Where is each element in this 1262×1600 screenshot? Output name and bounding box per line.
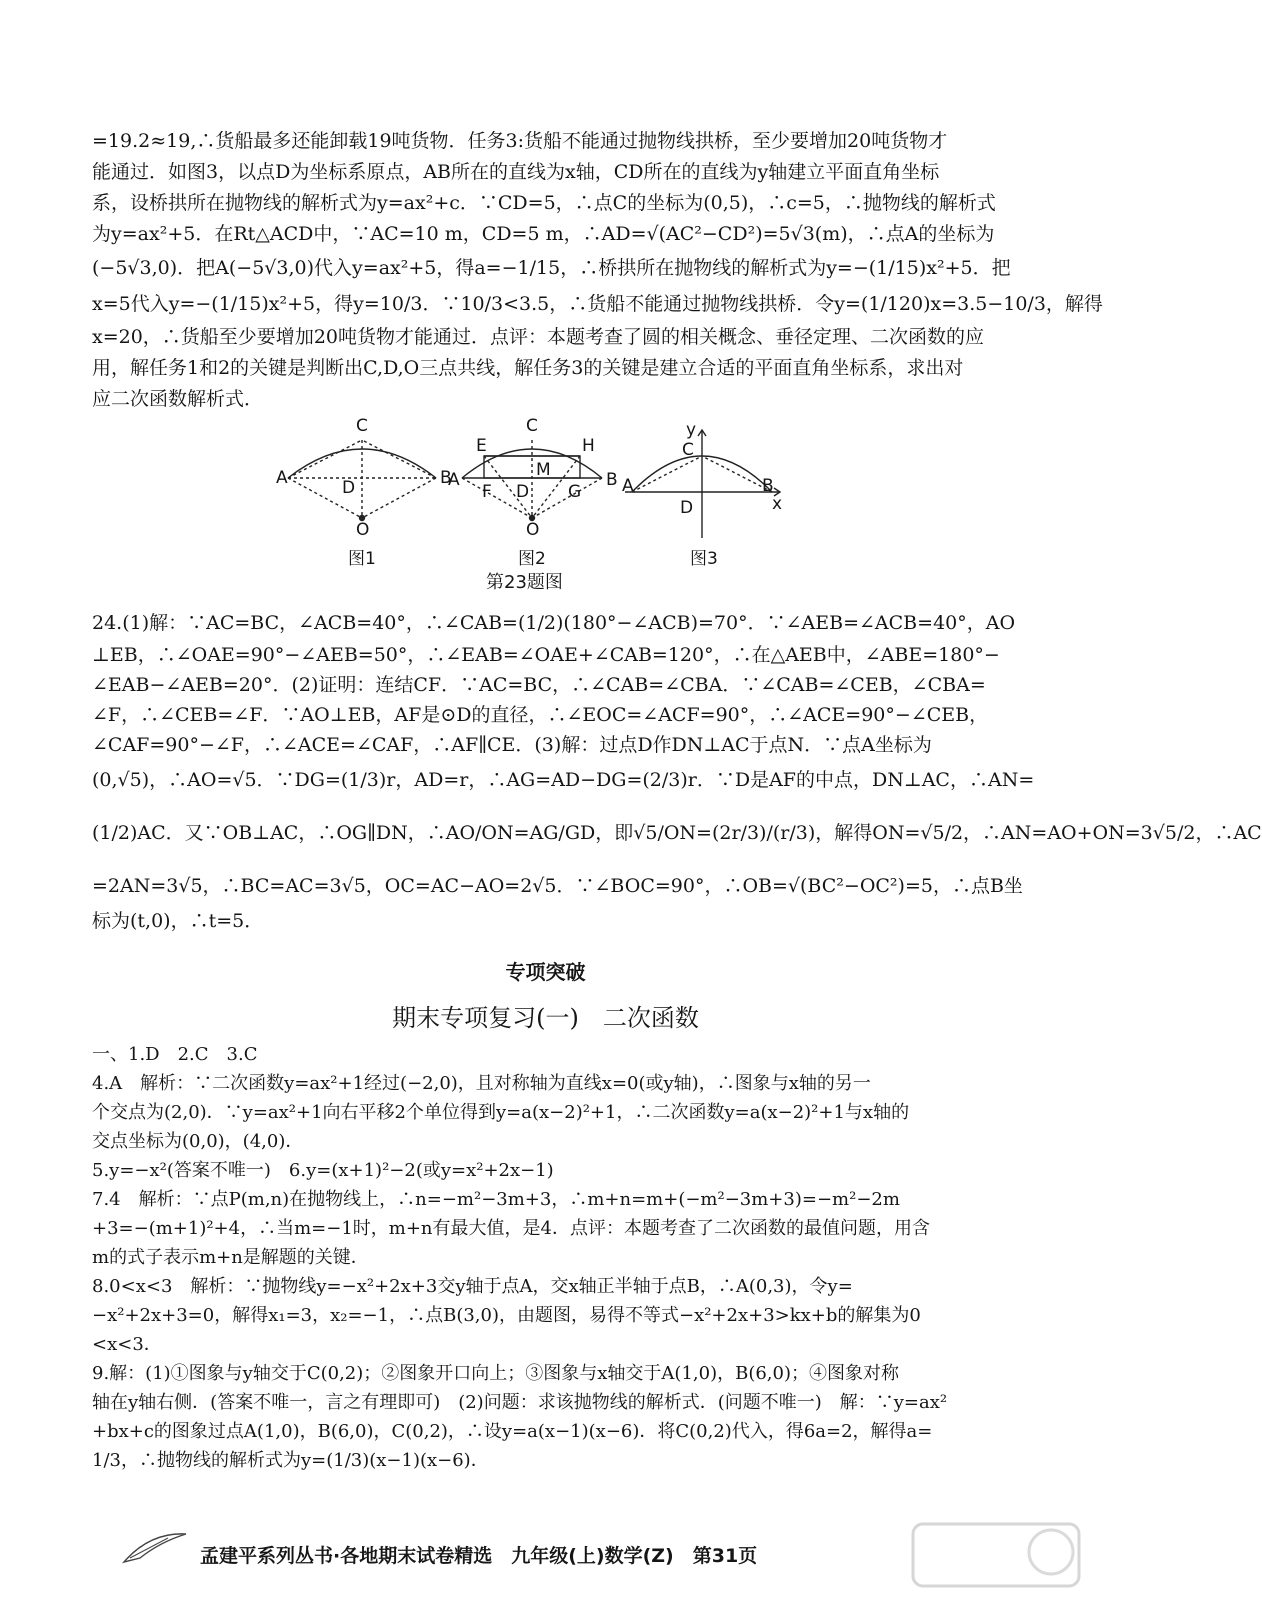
point-label: A	[622, 476, 634, 496]
answer-line: +3=−(m+1)²+4，∴当m=−1时，m+n有最大值，是4．点评：本题考查了二次函数的最值问题，用含	[92, 1218, 930, 1239]
text-line: (1/2)AC．又∵OB⊥AC，∴OG∥DN，∴AO/ON=AG/GD，即√5/ON=(2r/3)/(r/3)，解得ON=√5/2，∴AN=AO+ON=3√5/2，∴AC	[92, 822, 1262, 844]
point-label: y	[686, 420, 697, 440]
page-footer: 孟建平系列丛书·各地期末试卷精选 九年级(上)数学(Z) 第31页	[200, 1545, 758, 1567]
section-title: 专项突破	[505, 960, 586, 984]
text-line: (−5√3,0)．把A(−5√3,0)代入y=ax²+5，得a=−1/15，∴桥拱所在抛物线的解析式为y=−(1/15)x²+5．把	[92, 257, 1011, 279]
text-line: ∠CAF=90°−∠F，∴∠ACE=∠CAF，∴AF∥CE．(3)解：过点D作DN⊥AC于点N．∵点A坐标为	[92, 734, 932, 756]
point-label: O	[356, 520, 370, 540]
point-label: C	[526, 416, 538, 436]
answer-line: 交点坐标为(0,0)，(4,0)．	[92, 1131, 304, 1152]
text-line: =19.2≈19,∴货船最多还能卸载19吨货物．任务3:货船不能通过抛物线拱桥，至少要增加20吨货物才	[92, 130, 948, 152]
answer-line: 轴在y轴右侧．(答案不唯一，言之有理即可) (2)问题：求该抛物线的解析式．(问题不唯一) 解：∵y=ax²	[92, 1392, 948, 1413]
answer-line: −x²+2x+3=0，解得x₁=3，x₂=−1，∴点B(3,0)，由题图，易得不等式−x²+2x+3>kx+b的解集为0	[92, 1305, 921, 1326]
point-label: D	[516, 482, 530, 502]
text-line: =2AN=3√5，∴BC=AC=3√5，OC=AC−AO=2√5．∵∠BOC=90°，∴OB=√(BC²−OC²)=5，∴点B坐	[92, 875, 1023, 897]
point-label: x	[772, 494, 783, 514]
point-label: E	[476, 436, 487, 456]
answer-line: 个交点为(2,0)．∵y=ax²+1向右平移2个单位得到y=a(x−2)²+1，∴二次函数y=a(x−2)²+1与x轴的	[92, 1102, 910, 1123]
text-line: ⊥EB，∴∠OAE=90°−∠AEB=50°，∴∠EAB=∠OAE+∠CAB=120°，∴在△AEB中，∠ABE=180°−	[92, 644, 1000, 666]
text-line: (0,√5)，∴AO=√5．∵DG=(1/3)r，AD=r，∴AG=AD−DG=(2/3)r．∵D是AF的中点，DN⊥AC，∴AN=	[92, 769, 1035, 791]
text-line: ∠F，∴∠CEB=∠F．∵AO⊥EB，AF是⊙D的直径，∴∠EOC=∠ACF=90°，∴∠ACE=90°−∠CEB，	[92, 704, 989, 726]
answer-line: +bx+c的图象过点A(1,0)，B(6,0)，C(0,2)，∴设y=a(x−1)(x−6)．将C(0,2)代入，得6a=2，解得a=	[92, 1421, 933, 1442]
point-label: A	[276, 468, 288, 488]
answer-line: 4.A 解析：∵二次函数y=ax²+1经过(−2,0)，且对称轴为直线x=0(或y轴)，∴图象与x轴的另一	[92, 1073, 871, 1094]
text-line: 标为(t,0)，∴t=5．	[92, 910, 264, 932]
q23-solution-paragraph	[92, 126, 1103, 415]
point-label: G	[568, 482, 582, 502]
answer-line: 7.4 解析：∵点P(m,n)在抛物线上，∴n=−m²−3m+3，∴m+n=m+(−m²−3m+3)=−m²−2m	[92, 1189, 900, 1210]
text-line: x=5代入y=−(1/15)x²+5，得y=10/3．∵10/3<3.5，∴货船不能通过抛物线拱桥．令y=(1/120)x=3.5−10/3，解得	[92, 293, 1103, 315]
answer-line: 8.0<x<3 解析：∵抛物线y=−x²+2x+3交y轴于点A，交x轴正半轴于点B，∴A(0,3)，令y=	[92, 1276, 853, 1297]
point-label: M	[536, 460, 551, 480]
text-line: 用，解任务1和2的关键是判断出C,D,O三点共线，解任务3的关键是建立合适的平面直角坐标系，求出对	[92, 357, 964, 379]
point-label: C	[682, 440, 694, 460]
answer-line: <x<3．	[92, 1334, 162, 1355]
figure-2-label: 图2	[518, 549, 546, 569]
section-subtitle: 期末专项复习(一) 二次函数	[392, 1004, 699, 1032]
figure-3-label: 图3	[690, 549, 718, 569]
text-line: 系，设桥拱所在抛物线的解析式为y=ax²+c．∵CD=5，∴点C的坐标为(0,5)，∴c=5，∴抛物线的解析式	[92, 192, 996, 214]
text-line: x=20，∴货船至少要增加20吨货物才能通过．点评：本题考查了圆的相关概念、垂径定理、二次函数的应	[92, 326, 984, 348]
point-label: D	[342, 478, 356, 498]
point-label: C	[356, 416, 368, 436]
answers-block	[92, 1040, 978, 1475]
text-line: 应二次函数解析式．	[92, 388, 264, 410]
point-label: D	[680, 498, 694, 518]
feather-logo-icon	[120, 1528, 190, 1568]
figure-caption: 第23题图	[486, 572, 563, 593]
point-label: B	[762, 476, 774, 496]
text-line: 为y=ax²+5．在Rt△ACD中，∵AC=10 m，CD=5 m，∴AD=√(AC²−CD²)=5√3(m)，∴点A的坐标为	[92, 223, 995, 245]
text-line: ∠EAB−∠AEB=20°．(2)证明：连结CF．∵AC=BC，∴∠CAB=∠CBA．∵∠CAB=∠CEB，∠CBA=	[92, 674, 986, 696]
figure-1-label: 图1	[348, 549, 376, 569]
point-label: F	[482, 482, 492, 502]
figure-group-q23	[270, 416, 810, 595]
answer-line: 1/3，∴抛物线的解析式为y=(1/3)(x−1)(x−6)．	[92, 1450, 489, 1471]
text-line: 能通过．如图3，以点D为坐标系原点，AB所在的直线为x轴，CD所在的直线为y轴建立平面直角坐标	[92, 161, 940, 183]
figure-1	[288, 440, 436, 521]
q24-solution-paragraph	[92, 606, 1262, 936]
point-label: H	[582, 436, 595, 456]
watermark-stamp-icon	[911, 1520, 1081, 1590]
answer-line: 5.y=−x²(答案不唯一) 6.y=(x+1)²−2(或y=x²+2x−1)	[92, 1160, 554, 1181]
point-label: O	[526, 520, 540, 540]
point-label: B	[440, 468, 452, 488]
point-label: B	[606, 470, 618, 490]
answer-line: 9.解：(1)①图象与y轴交于C(0,2)；②图象开口向上；③图象与x轴交于A(1,0)，B(6,0)；④图象对称	[92, 1363, 899, 1384]
text-line: 24.(1)解：∵AC=BC，∠ACB=40°，∴∠CAB=(1/2)(180°−∠ACB)=70°．∵∠AEB=∠ACB=40°，AO	[92, 612, 1016, 634]
point-label: A	[448, 470, 460, 490]
figure-3	[625, 430, 783, 538]
answer-line: m的式子表示m+n是解题的关键．	[92, 1247, 369, 1268]
answer-line: 一、1.D 2.C 3.C	[92, 1044, 258, 1065]
